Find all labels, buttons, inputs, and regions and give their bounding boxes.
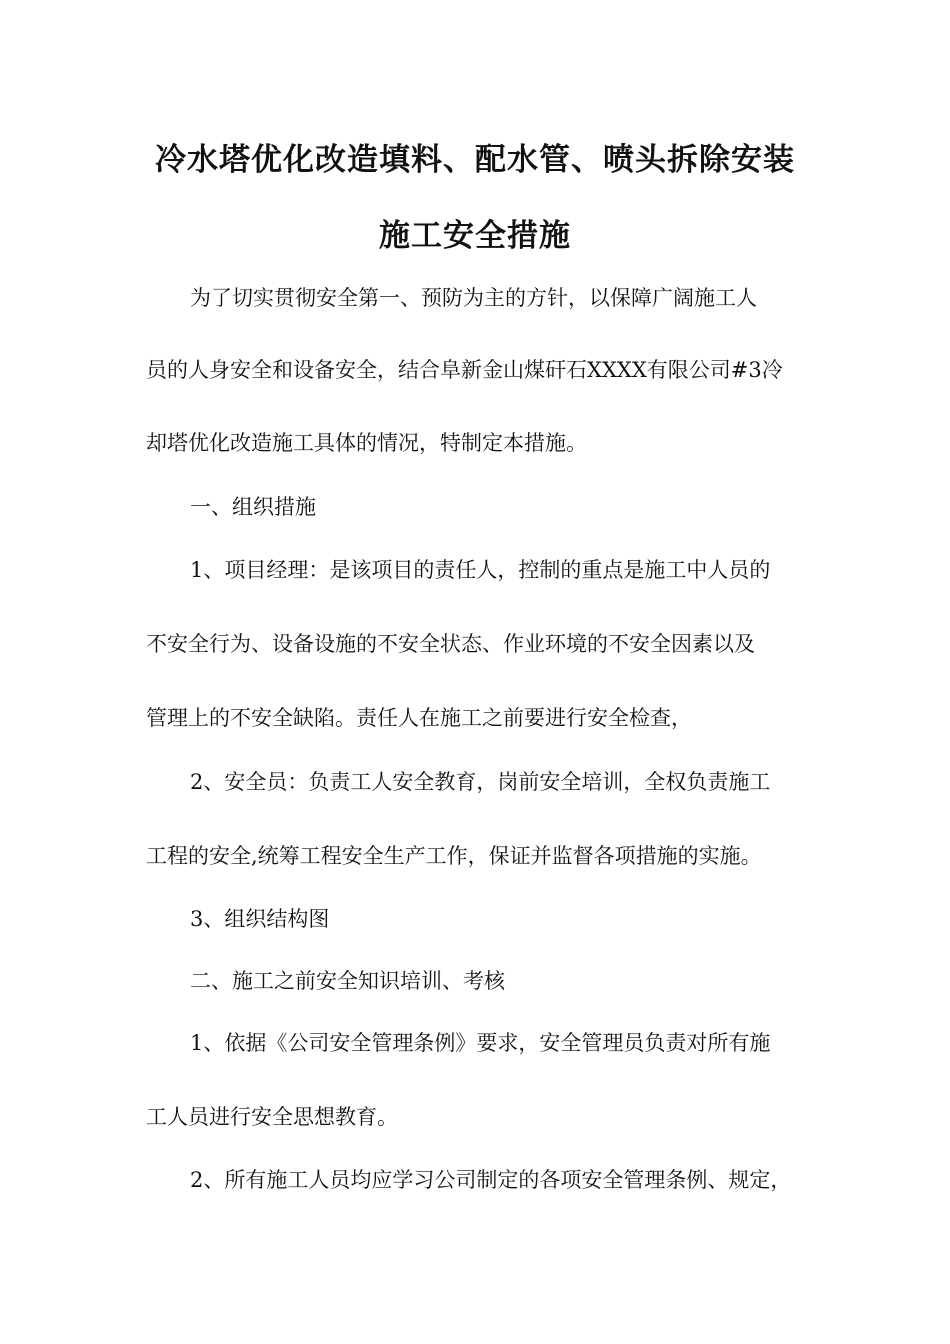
- paragraph-line: 管理上的不安全缺陷。责任人在施工之前要进行安全检查，: [146, 706, 692, 730]
- section-item: 3、组织结构图: [190, 907, 330, 931]
- paragraph-line: 不安全行为、设备设施的不安全状态、作业环境的不安全因素以及: [146, 632, 755, 656]
- paragraph-line: 2、所有施工人员均应学习公司制定的各项安全管理条例、规定，: [190, 1168, 792, 1192]
- section-heading: 二、施工之前安全知识培训、考核: [190, 969, 505, 993]
- paragraph-line: 却塔优化改造施工具体的情况，特制定本措施。: [146, 431, 587, 455]
- section-heading: 一、组织措施: [190, 495, 316, 519]
- paragraph-line: 2、安全员：负责工人安全教育，岗前安全培训，全权负责施工: [190, 770, 771, 794]
- paragraph-line: 工人员进行安全思想教育。: [146, 1105, 398, 1129]
- paragraph-line: 为了切实贯彻安全第一、预防为主的方针，以保障广阔施工人: [190, 286, 757, 310]
- paragraph-line: 1、项目经理：是该项目的责任人，控制的重点是施工中人员的: [190, 558, 771, 582]
- document-title-line-2: 施工安全措施: [379, 218, 571, 254]
- document-title-line-1: 冷水塔优化改造填料、配水管、喷头拆除安装: [155, 142, 795, 178]
- paragraph-line: 工程的安全,统筹工程安全生产工作，保证并监督各项措施的实施。: [146, 844, 762, 868]
- paragraph-line: 员的人身安全和设备安全，结合阜新金山煤矸石XXXX有限公司#3冷: [146, 358, 783, 382]
- paragraph-line: 1、依据《公司安全管理条例》要求，安全管理员负责对所有施: [190, 1031, 771, 1055]
